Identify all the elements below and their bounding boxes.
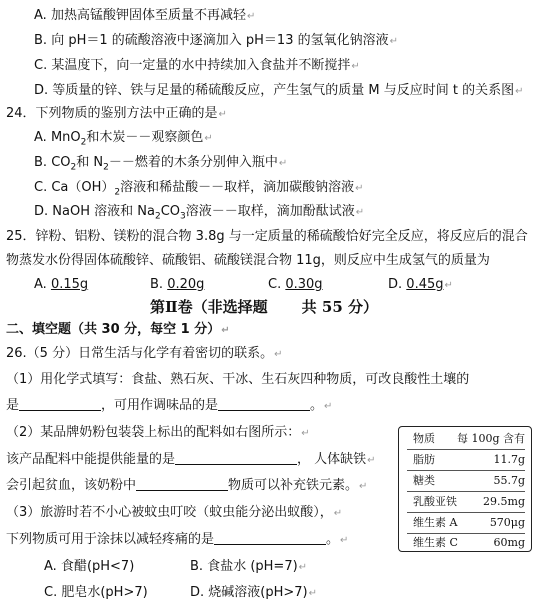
q24-option-d: D. NaOH 溶液和 $Na_2CO_3$溶液－－取样，滴加酚酞试液↵ [34, 204, 365, 222]
q24-option-b: B. $CO_2$和 $N_2--$燃着的木条分别伸入瓶中↵ [34, 155, 288, 173]
q26-part2-line1: （2）某品牌奶粉包装袋上标出的配料如右图所示：↵ [6, 425, 310, 440]
q26-part3-option-a: A. 食醋(pH<7) [44, 559, 135, 574]
q26-part3-option-c: C. 肥皂水(pH>7) [44, 585, 148, 600]
nutrition-row: 脂肪 11.7g [413, 453, 525, 466]
q25-option-a: A. 0.15g [34, 277, 89, 292]
answer-blank-3[interactable] [175, 451, 297, 465]
q25-option-d: D. 0.45g↵ [388, 277, 453, 292]
nutrition-row: 维生素 A 570μg [413, 516, 525, 529]
nutrition-row: 维生素 C 60mg [413, 536, 525, 549]
q26-part3-line2: 下列物质可用于涂抹以减轻疼痛的是 。↵ [6, 532, 349, 547]
q23-option-c: C. 某温度下，向一定量的水中持续加入食盐并不断搅拌↵ [34, 58, 360, 73]
q24-option-c: C. $Ca(OH)_2$溶液和稀盐酸－－取样，滴加碳酸钠溶液↵ [34, 180, 364, 198]
section-heading: 二、填空题（共 30 分，每空 1 分）↵ [6, 322, 230, 337]
answer-blank-4[interactable] [136, 477, 228, 491]
nutrition-header: 物质 每 100g 含有 [413, 432, 525, 445]
answer-blank-5[interactable] [214, 531, 326, 545]
q25-option-c: C. 0.30g [268, 277, 323, 292]
q23-option-d: D. 等质量的锌、铁与足量的稀硫酸反应，产生氢气的质量 M 与反应时间 t 的关系图↵ [34, 83, 524, 98]
answer-blank-1[interactable] [19, 397, 101, 411]
nutrition-table [398, 426, 532, 552]
nutrition-row: 乳酸亚铁 29.5mg [413, 495, 525, 508]
q26-part2-line2: 该产品配料中能提供能量的是 ， 人体缺铁↵ [6, 452, 376, 467]
nutrition-row: 糖类 55.7g [413, 474, 525, 487]
q24-stem: 24．下列物质的鉴别方法中正确的是↵ [6, 106, 227, 121]
q25-stem-line2: 物蒸发水份得固体硫酸锌、硫酸铝、硫酸镁混合物 11g，则反应中生成氢气的质量为 [6, 253, 490, 268]
q26-part3-line1: （3）旅游时若不小心被蚊虫叮咬（蚊虫能分泌出蚁酸），↵ [6, 505, 343, 520]
q23-option-b: B. 向 pH＝1 的硫酸溶液中逐滴加入 pH＝13 的氢氧化钠溶液↵ [34, 33, 398, 48]
q23-option-a: A. 加热高锰酸钾固体至质量不再减轻↵ [34, 8, 256, 23]
q26-stem: 26.（5 分）日常生活与化学有着密切的联系。↵ [6, 346, 283, 361]
part2-heading: 第Ⅱ卷（非选择题 共 55 分） [150, 298, 378, 316]
q26-part2-line3: 会引起贫血，该奶粉中 物质可以补充铁元素。↵ [6, 478, 368, 493]
q26-part1-line1: （1）用化学式填写：食盐、熟石灰、干冰、生石灰四种物质，可改良酸性土壤的 [6, 372, 470, 387]
q24-option-a: A. MnO$_2$和木炭－－观察颜色↵ [34, 130, 213, 148]
q25-option-b: B. 0.20g [150, 277, 205, 292]
q26-part1-line2: 是 ，可用作调味品的是 。↵ [6, 398, 333, 413]
q26-part3-option-d: D. 烧碱溶液(pH>7)↵ [190, 585, 318, 600]
answer-blank-2[interactable] [218, 397, 310, 411]
q26-part3-option-b: B. 食盐水 (pH=7)↵ [190, 559, 308, 574]
q25-stem-line1: 25．锌粉、铝粉、镁粉的混合物 3.8g 与一定质量的稀硫酸恰好完全反应，将反应后的混合 [6, 229, 528, 244]
